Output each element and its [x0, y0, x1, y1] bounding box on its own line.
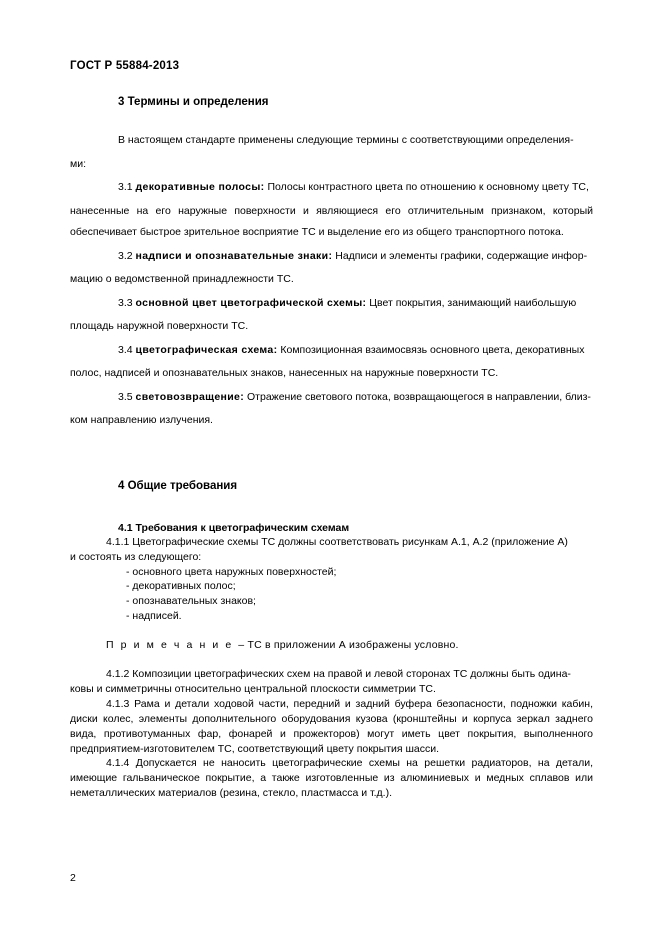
term-3-4-rest: полос, надписей и опознавательных знаков, нанесенных на наружные поверхности ТС.	[70, 367, 499, 380]
term-3-3-text1: Цвет покрытия, занимающий наибольшую	[366, 296, 577, 309]
term-3-3-rest: площадь наружной поверхности ТС.	[70, 320, 249, 333]
term-3-2-rest: мацию о ведомственной принадлежности ТС.	[70, 273, 294, 286]
term-3-2-line1	[70, 246, 593, 268]
section-3-intro-line2: ми:	[70, 157, 87, 170]
term-3-2-name: надписи и опознавательные знаки:	[135, 249, 333, 262]
clause-4-1-4: 4.1.4 Допускается не наносить цветографические схемы на решетки радиаторов, на детали, имеющие гальваническое покрытие, а также изготовленные из алюминиевых и медных сплавов или неметаллических материалов (резина, стекло, пластмасса и т.д.).	[70, 757, 593, 800]
section-3-body	[70, 130, 593, 432]
section-4-body	[70, 535, 593, 802]
section-4-1-subtitle: 4.1 Требования к цветографическим схемам	[118, 521, 350, 534]
list-item: - декоративных полос;	[126, 580, 236, 593]
term-3-4-number: 3.4	[118, 343, 136, 356]
note-paragraph	[70, 638, 593, 653]
note-label: П р и м е ч а н и е	[106, 639, 239, 652]
list-item: - надписей.	[126, 610, 182, 623]
term-3-2-text1: Надписи и элементы графики, содержащие инфор-	[332, 249, 588, 262]
term-3-5-rest: ком направлению излучения.	[70, 414, 213, 427]
term-3-5-text1: Отражение светового потока, возвращающегося в направлении, близ-	[244, 390, 591, 403]
term-3-4-name: цветографическая схема:	[135, 343, 278, 356]
term-3-1-line1	[70, 177, 593, 199]
clause-4-1-2-line1: 4.1.2 Композиции цветографических схем на правой и левой сторонах ТС должны быть одина-	[106, 668, 571, 681]
clause-4-1-3: 4.1.3 Рама и детали ходовой части, передний и задний буфера безопасности, подножки кабин, диски колес, элементы дополнительного оборудования кузова (кронштейны и корпуса зеркал заднего вида, противотуманных фар, фонарей и прожекторов) могут иметь цвет покрытия, выполненного предприятием-изготовителем ТС, соответствующий цвету покрытия шасси.	[70, 697, 593, 755]
note-text: – ТС в приложении А изображены условно.	[238, 639, 459, 652]
page-number: 2	[70, 872, 76, 884]
term-3-3-name: основной цвет цветографической схемы:	[135, 296, 367, 309]
term-3-4-line1	[70, 340, 593, 362]
clause-4-1-1-line1: 4.1.1 Цветографические схемы ТС должны соответствовать рисункам А.1, А.2 (приложение А)	[106, 535, 568, 548]
term-3-2-number: 3.2	[118, 249, 136, 262]
term-3-5-line1	[70, 387, 593, 409]
term-3-1-text1: Полосы контрастного цвета по отношению к основному цвету ТС,	[264, 181, 589, 194]
term-3-5-name: световозвращение:	[135, 390, 245, 403]
term-3-5-number: 3.5	[118, 390, 136, 403]
term-3-1-number: 3.1	[118, 181, 136, 194]
term-3-1-name: декоративные полосы:	[135, 181, 265, 194]
list-item: - опознавательных знаков;	[126, 595, 256, 608]
term-3-3-line1	[70, 293, 593, 315]
clause-4-1-2-line2: ковы и симметричны относительно центральной плоскости симметрии ТС.	[70, 682, 436, 695]
section-3-title: 3 Термины и определения	[118, 96, 269, 108]
section-4-title: 4 Общие требования	[118, 479, 238, 492]
term-3-3-number: 3.3	[118, 296, 136, 309]
term-3-4-text1: Композиционная взаимосвязь основного цвета, декоративных	[277, 343, 585, 356]
clause-4-1-1-line2: и состоять из следующего:	[70, 550, 202, 563]
term-3-1-rest: нанесенные на его наружные поверхности и являющиеся его отличительным признаком, который обеспечивает быстрое зрительное восприятие ТС и выделение его из общего транспортного потока.	[70, 204, 593, 239]
standard-header: ГОСТ Р 55884-2013	[70, 60, 180, 72]
list-item: - основного цвета наружных поверхностей;	[126, 565, 337, 578]
section-3-intro-line1: В настоящем стандарте применены следующие термины с соответствующими определения-	[118, 134, 574, 146]
